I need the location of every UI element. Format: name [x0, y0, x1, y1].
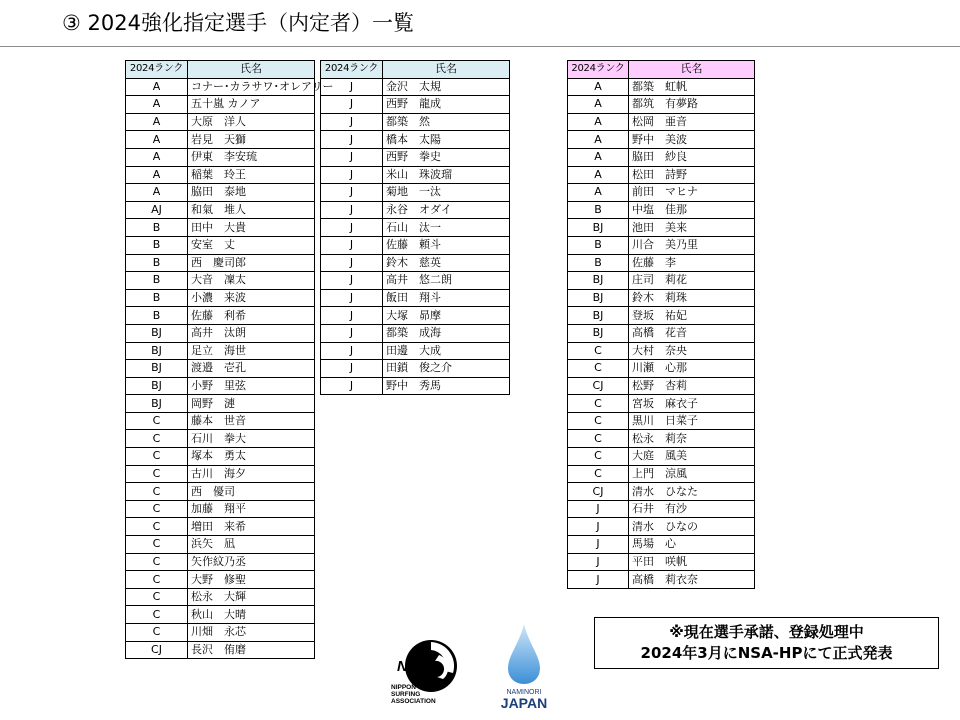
table-row	[321, 272, 510, 290]
rank-cell: C	[126, 430, 188, 448]
rank-cell: J	[321, 360, 383, 378]
table-row	[568, 465, 755, 483]
rank-cell: BJ	[126, 342, 188, 360]
rank-cell: J	[321, 377, 383, 395]
table-row	[568, 254, 755, 272]
athlete-name-cell: 浜矢 凪	[188, 536, 315, 554]
table-row	[126, 360, 315, 378]
rank-cell: B	[126, 254, 188, 272]
rank-cell: C	[126, 606, 188, 624]
athlete-name-cell: 大音 凜太	[188, 272, 315, 290]
athlete-name-cell: 石井 有沙	[629, 500, 755, 518]
athlete-name-cell: 黒川 日菜子	[629, 412, 755, 430]
rank-cell: C	[568, 430, 629, 448]
table-row	[568, 324, 755, 342]
rank-cell: B	[126, 219, 188, 237]
rank-cell: C	[126, 536, 188, 554]
table-row	[568, 500, 755, 518]
athlete-name-cell: 小濃 来波	[188, 289, 315, 307]
table-row	[126, 588, 315, 606]
table-row	[568, 395, 755, 413]
rank-column-header: 2024ランク	[321, 61, 383, 79]
athlete-name-cell: 池田 美来	[629, 219, 755, 237]
rank-cell: J	[321, 201, 383, 219]
name-column-header: 氏名	[629, 61, 755, 79]
athlete-name-cell: 野中 秀馬	[383, 377, 510, 395]
rank-cell: J	[321, 148, 383, 166]
athlete-name-cell: 佐藤 利希	[188, 307, 315, 325]
athlete-name-cell: 松岡 亜音	[629, 113, 755, 131]
table-row	[568, 131, 755, 149]
rank-cell: J	[568, 571, 629, 589]
rank-cell: A	[126, 113, 188, 131]
athlete-name-cell: 高橋 花音	[629, 324, 755, 342]
table-row	[126, 78, 315, 96]
announcement-notice	[594, 617, 939, 669]
table-row	[126, 166, 315, 184]
athlete-name-cell: 秋山 大晴	[188, 606, 315, 624]
table-row	[126, 307, 315, 325]
athlete-name-cell: 小野 里弦	[188, 377, 315, 395]
rank-cell: A	[568, 184, 629, 202]
rank-cell: J	[321, 236, 383, 254]
rank-cell: J	[321, 166, 383, 184]
table-row	[321, 184, 510, 202]
table-row	[126, 254, 315, 272]
table-row	[568, 518, 755, 536]
athlete-name-cell: 清水 ひなの	[629, 518, 755, 536]
rank-cell: J	[321, 78, 383, 96]
rank-cell: BJ	[568, 272, 629, 290]
table-row	[568, 483, 755, 501]
athlete-name-cell: 都築 成海	[383, 324, 510, 342]
rank-cell: B	[568, 254, 629, 272]
title-divider	[0, 46, 960, 47]
athlete-name-cell: 脇田 泰地	[188, 184, 315, 202]
rank-cell: BJ	[568, 307, 629, 325]
rank-cell: J	[568, 518, 629, 536]
rank-cell: A	[126, 184, 188, 202]
table-row	[568, 96, 755, 114]
table-header-row	[321, 61, 510, 79]
athlete-name-cell: 脇田 紗良	[629, 148, 755, 166]
table-row	[321, 377, 510, 395]
rank-cell: J	[321, 324, 383, 342]
rank-cell: BJ	[568, 289, 629, 307]
table-row	[568, 360, 755, 378]
athlete-name-cell: コナー･カラサワ･オレアリー	[188, 78, 315, 96]
rank-cell: A	[568, 166, 629, 184]
table-row	[568, 166, 755, 184]
athlete-name-cell: 藤本 世音	[188, 412, 315, 430]
athlete-name-cell: 佐藤 頼斗	[383, 236, 510, 254]
rank-cell: A	[568, 113, 629, 131]
rank-cell: C	[568, 412, 629, 430]
rank-cell: B	[126, 307, 188, 325]
table-row	[568, 289, 755, 307]
table-row	[568, 184, 755, 202]
table-row	[568, 377, 755, 395]
athlete-name-cell: 大庭 風美	[629, 448, 755, 466]
table-row	[126, 219, 315, 237]
rank-cell: C	[126, 465, 188, 483]
rank-column-header: 2024ランク	[126, 61, 188, 79]
table-row	[126, 412, 315, 430]
athlete-name-cell: 西野 龍成	[383, 96, 510, 114]
athlete-name-cell: 伊東 李安琉	[188, 148, 315, 166]
rank-cell: J	[321, 289, 383, 307]
table-row	[126, 641, 315, 659]
athlete-name-cell: 大野 修聖	[188, 571, 315, 589]
table-row	[126, 96, 315, 114]
name-column-header: 氏名	[188, 61, 315, 79]
rank-cell: B	[568, 201, 629, 219]
athlete-name-cell: 大塚 昴摩	[383, 307, 510, 325]
notice-line-1: ※現在選手承諾、登録処理中	[669, 623, 864, 641]
table-row	[321, 219, 510, 237]
table-row	[568, 448, 755, 466]
athlete-name-cell: 高井 悠二朗	[383, 272, 510, 290]
athlete-name-cell: 都築 然	[383, 113, 510, 131]
rank-cell: BJ	[126, 360, 188, 378]
rank-cell: A	[126, 78, 188, 96]
table-row	[321, 148, 510, 166]
athlete-name-cell: 大原 洋人	[188, 113, 315, 131]
athlete-name-cell: 川合 美乃里	[629, 236, 755, 254]
rank-cell: J	[321, 96, 383, 114]
rank-cell: A	[126, 96, 188, 114]
athlete-name-cell: 五十嵐 カノア	[188, 96, 315, 114]
table-row	[568, 219, 755, 237]
athlete-name-cell: 増田 来希	[188, 518, 315, 536]
athlete-name-cell: 佐藤 李	[629, 254, 755, 272]
table-row	[126, 236, 315, 254]
nsa-logo	[385, 633, 465, 711]
rank-cell: J	[568, 536, 629, 554]
table-row	[321, 201, 510, 219]
table-row	[568, 307, 755, 325]
roster-table-men-1	[125, 60, 334, 659]
table-row	[321, 307, 510, 325]
rank-cell: J	[321, 307, 383, 325]
rank-cell: B	[126, 272, 188, 290]
athlete-name-cell: 上門 涼風	[629, 465, 755, 483]
rank-cell: C	[126, 588, 188, 606]
rank-cell: BJ	[568, 219, 629, 237]
table-row	[126, 536, 315, 554]
athlete-name-cell: 西 慶司郎	[188, 254, 315, 272]
athlete-name-cell: 田鎖 俊之介	[383, 360, 510, 378]
athlete-name-cell: 足立 海世	[188, 342, 315, 360]
athlete-name-cell: 永谷 オダイ	[383, 201, 510, 219]
rank-cell: A	[126, 131, 188, 149]
rank-cell: CJ	[568, 377, 629, 395]
table-row	[568, 553, 755, 571]
rank-cell: A	[568, 148, 629, 166]
athlete-name-cell: 金沢 太規	[383, 78, 510, 96]
table-row	[126, 483, 315, 501]
athlete-name-cell: 清水 ひなた	[629, 483, 755, 501]
athlete-name-cell: 登坂 祐妃	[629, 307, 755, 325]
rank-cell: BJ	[126, 324, 188, 342]
rank-cell: J	[321, 219, 383, 237]
athlete-name-cell: 松野 杏莉	[629, 377, 755, 395]
table-row	[126, 272, 315, 290]
athlete-name-cell: 高井 汰朗	[188, 324, 315, 342]
table-row	[568, 342, 755, 360]
table-row	[321, 289, 510, 307]
rank-cell: J	[568, 553, 629, 571]
athlete-name-cell: 野中 美波	[629, 131, 755, 149]
name-column-header: 氏名	[383, 61, 510, 79]
nsa-logo-line-1: NIPPON	[391, 684, 416, 691]
athlete-name-cell: 稲葉 玲王	[188, 166, 315, 184]
athlete-name-cell: 橋本 太陽	[383, 131, 510, 149]
athlete-name-cell: 西 優司	[188, 483, 315, 501]
naminori-japan-logo	[494, 622, 554, 712]
table-row	[568, 571, 755, 589]
rank-cell: CJ	[568, 483, 629, 501]
athlete-name-cell: 都築 虹帆	[629, 78, 755, 96]
table-row	[568, 78, 755, 96]
athlete-name-cell: 和氣 堆人	[188, 201, 315, 219]
rank-cell: J	[568, 500, 629, 518]
athlete-name-cell: 鈴木 慈英	[383, 254, 510, 272]
rank-cell: C	[568, 395, 629, 413]
athlete-name-cell: 前田 マヒナ	[629, 184, 755, 202]
table-row	[126, 148, 315, 166]
athlete-name-cell: 都筑 有夢路	[629, 96, 755, 114]
notice-line-2: 2024年3月にNSA-HPにて正式発表	[640, 644, 893, 662]
rank-cell: C	[126, 624, 188, 642]
athlete-name-cell: 松永 莉奈	[629, 430, 755, 448]
table-row	[568, 430, 755, 448]
rank-cell: J	[321, 113, 383, 131]
athlete-name-cell: 川瀬 心那	[629, 360, 755, 378]
athlete-name-cell: 塚本 勇太	[188, 448, 315, 466]
athlete-name-cell: 中塩 佳那	[629, 201, 755, 219]
athlete-name-cell: 古川 海夕	[188, 465, 315, 483]
athlete-name-cell: 田邊 大成	[383, 342, 510, 360]
rank-cell: J	[321, 342, 383, 360]
table-row	[321, 324, 510, 342]
table-row	[126, 430, 315, 448]
rank-cell: C	[126, 518, 188, 536]
table-row	[321, 78, 510, 96]
table-row	[568, 201, 755, 219]
table-row	[126, 201, 315, 219]
rank-cell: C	[568, 465, 629, 483]
table-row	[321, 254, 510, 272]
rank-cell: B	[568, 236, 629, 254]
table-row	[321, 96, 510, 114]
rank-cell: J	[321, 131, 383, 149]
roster-table-women	[567, 60, 755, 589]
rank-cell: C	[126, 553, 188, 571]
athlete-name-cell: 岡野 漣	[188, 395, 315, 413]
table-row	[126, 571, 315, 589]
rank-cell: A	[126, 148, 188, 166]
athlete-name-cell: 安室 丈	[188, 236, 315, 254]
rank-cell: B	[126, 289, 188, 307]
rank-column-header: 2024ランク	[568, 61, 629, 79]
table-row	[126, 342, 315, 360]
rank-cell: BJ	[126, 377, 188, 395]
table-row	[126, 289, 315, 307]
table-row	[568, 412, 755, 430]
athlete-name-cell: 馬場 心	[629, 536, 755, 554]
table-row	[126, 113, 315, 131]
table-row	[126, 324, 315, 342]
table-row	[126, 448, 315, 466]
athlete-name-cell: 石山 汰一	[383, 219, 510, 237]
rank-cell: C	[568, 360, 629, 378]
rank-cell: J	[321, 184, 383, 202]
rank-cell: C	[568, 342, 629, 360]
athlete-name-cell: 加藤 翔平	[188, 500, 315, 518]
rank-cell: J	[321, 272, 383, 290]
rank-cell: C	[126, 500, 188, 518]
nsa-logo-line-3: ASSOCIATION	[391, 698, 436, 705]
rank-cell: BJ	[126, 395, 188, 413]
athlete-name-cell: 宮坂 麻衣子	[629, 395, 755, 413]
athlete-name-cell: 庄司 莉花	[629, 272, 755, 290]
table-row	[321, 166, 510, 184]
athlete-name-cell: 米山 珠波瑠	[383, 166, 510, 184]
rank-cell: A	[568, 78, 629, 96]
nsa-logo-line-2: SURFING	[391, 691, 421, 698]
rank-cell: B	[126, 236, 188, 254]
table-header-row	[568, 61, 755, 79]
table-row	[568, 272, 755, 290]
athlete-name-cell: 西野 拳史	[383, 148, 510, 166]
table-row	[126, 465, 315, 483]
table-row	[126, 184, 315, 202]
athlete-name-cell: 松永 大輝	[188, 588, 315, 606]
rank-cell: A	[568, 96, 629, 114]
rank-cell: AJ	[126, 201, 188, 219]
table-header-row	[126, 61, 315, 79]
table-row	[568, 113, 755, 131]
table-row	[126, 377, 315, 395]
table-row	[126, 500, 315, 518]
table-row	[126, 606, 315, 624]
rank-cell: J	[321, 254, 383, 272]
athlete-name-cell: 高橋 莉衣奈	[629, 571, 755, 589]
rank-cell: C	[126, 571, 188, 589]
rank-cell: C	[126, 448, 188, 466]
table-row	[126, 395, 315, 413]
athlete-name-cell: 川畑 永芯	[188, 624, 315, 642]
roster-table-men-2	[320, 60, 510, 395]
athlete-name-cell: 渡邉 壱孔	[188, 360, 315, 378]
rank-cell: C	[126, 412, 188, 430]
athlete-name-cell: 飯田 翔斗	[383, 289, 510, 307]
athlete-name-cell: 鈴木 莉珠	[629, 289, 755, 307]
table-row	[321, 131, 510, 149]
table-row	[126, 131, 315, 149]
table-row	[568, 236, 755, 254]
table-row	[126, 553, 315, 571]
athlete-name-cell: 菊地 一汰	[383, 184, 510, 202]
athlete-name-cell: 長沢 侑磨	[188, 641, 315, 659]
table-row	[126, 624, 315, 642]
rank-cell: C	[126, 483, 188, 501]
athlete-name-cell: 石川 拳大	[188, 430, 315, 448]
athlete-name-cell: 岩見 天獅	[188, 131, 315, 149]
nsa-logo-mark: NSA	[397, 658, 429, 675]
table-row	[568, 148, 755, 166]
athlete-name-cell: 大村 奈央	[629, 342, 755, 360]
rank-cell: C	[568, 448, 629, 466]
table-row	[321, 342, 510, 360]
naminori-logo-line-1: NAMINORI	[506, 689, 542, 696]
page-title: ③ 2024強化指定選手（内定者）一覧	[62, 11, 414, 35]
table-row	[126, 518, 315, 536]
athlete-name-cell: 松田 詩野	[629, 166, 755, 184]
table-row	[321, 360, 510, 378]
athlete-name-cell: 矢作紋乃丞	[188, 553, 315, 571]
table-row	[321, 113, 510, 131]
athlete-name-cell: 田中 大貴	[188, 219, 315, 237]
table-row	[321, 236, 510, 254]
rank-cell: CJ	[126, 641, 188, 659]
athlete-name-cell: 平田 咲帆	[629, 553, 755, 571]
rank-cell: A	[126, 166, 188, 184]
rank-cell: BJ	[568, 324, 629, 342]
naminori-logo-line-2: JAPAN	[500, 695, 548, 711]
table-row	[568, 536, 755, 554]
water-drop-icon	[508, 624, 540, 684]
rank-cell: A	[568, 131, 629, 149]
